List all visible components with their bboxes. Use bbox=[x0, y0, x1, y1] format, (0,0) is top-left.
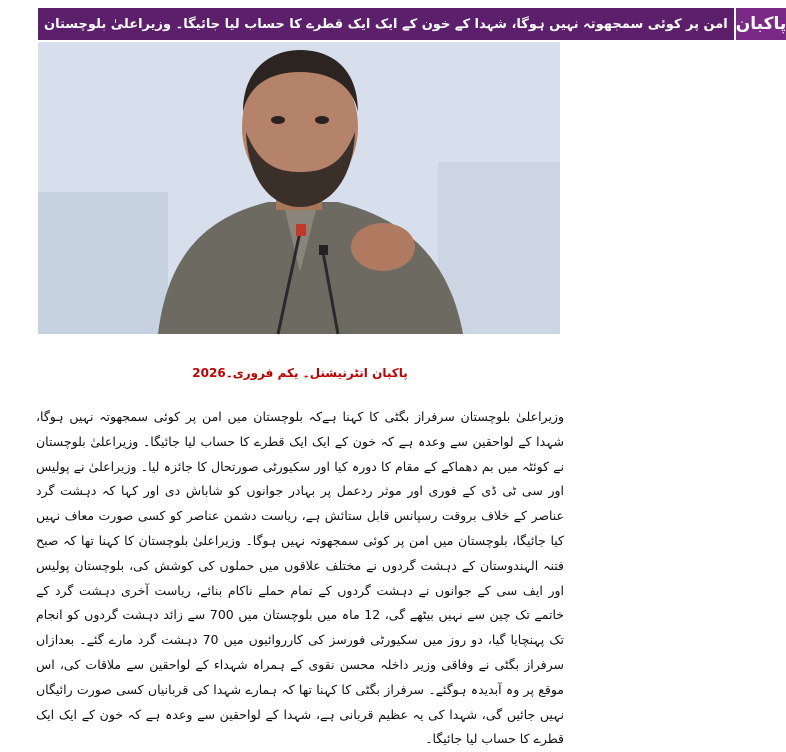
news-photo-illustration bbox=[38, 42, 560, 334]
article-body: وزیراعلیٰ بلوچستان سرفراز بگٹی کا کہنا ہےکہ بلوچستان میں امن پر کوئی سمجھوتہ نہیں ہوگا، شہدا کے لواحقین سے وعدہ ہے کہ خون کے ایک ایک قطرے کا حساب لیا جائیگا۔ وزیراعلیٰ بلوچستان نے کوئٹہ میں بم دھماکے کے مقام کا دورہ کیا اور سکیورٹی صورتحال کا جائزہ لیا۔ وزیراعلیٰ نے پولیس اور سی ٹی ڈی کے فوری اور موثر ردعمل پر بہادر جوانوں کو شاباش دی اور کہا کہ دہشت گرد عناصر کے خلاف بروقت رسپانس قابل ستائش ہے، ریاست دشمن عناصر کو کسی صورت معاف نہیں کیا جائیگا، بلوچستان میں امن پر کوئی سمجھوتہ نہیں ہوگا۔ وزیراعلیٰ بلوچستان کا کہنا تھا کہ صبح فتنہ الہندوستان کے دہشت گردوں نے مختلف علاقوں میں حملوں کی کوشش کی، بلوچستان پولیس اور ایف سی کے جوانوں نے دہشت گردوں کے تمام حملے ناکام بنائے، ریاست آخری دہشت گرد کے خاتمے تک چین سے نہیں بیٹھے گی، 12 ماہ میں بلوچستان میں 700 سے زائد دہشت گردوں کو انجام تک پہنچایا گیا، دو روز میں سکیورٹی فورسز کی کارروائیوں میں 70 دہشت گرد مارے گئے۔ بعدازاں سرفراز بگٹی نے وفاقی وزیر داخلہ محسن نقوی کے ہمراہ شہداء کے لواحقین سے ملاقات کی، اس موقع پر وہ آبدیدہ ہوگئے۔ سرفراز بگٹی کا کہنا تھا کہ ہمارے شہدا کی قربانیاں کسی صورت رائیگاں نہیں جائیں گی، شہدا کی یہ عظیم قربانی ہے، شہدا کے لواحقین سے وعدہ ہے کہ خون کے ایک ایک قطرے کا حساب لیا جائیگا۔ bbox=[36, 409, 564, 747]
dateline: پاکبان انٹرنیشنل۔ یکم فروری۔2026 bbox=[192, 366, 408, 380]
brand-logo: پاکبان bbox=[734, 8, 786, 40]
headline: امن پر کوئی سمجھوتہ نہیں ہوگا، شہدا کے خون کے ایک ایک قطرے کا حساب لیا جائیگا۔ وزیراعلیٰ بلوچستان bbox=[38, 8, 734, 40]
header-banner bbox=[38, 8, 786, 40]
news-photo bbox=[38, 42, 560, 334]
